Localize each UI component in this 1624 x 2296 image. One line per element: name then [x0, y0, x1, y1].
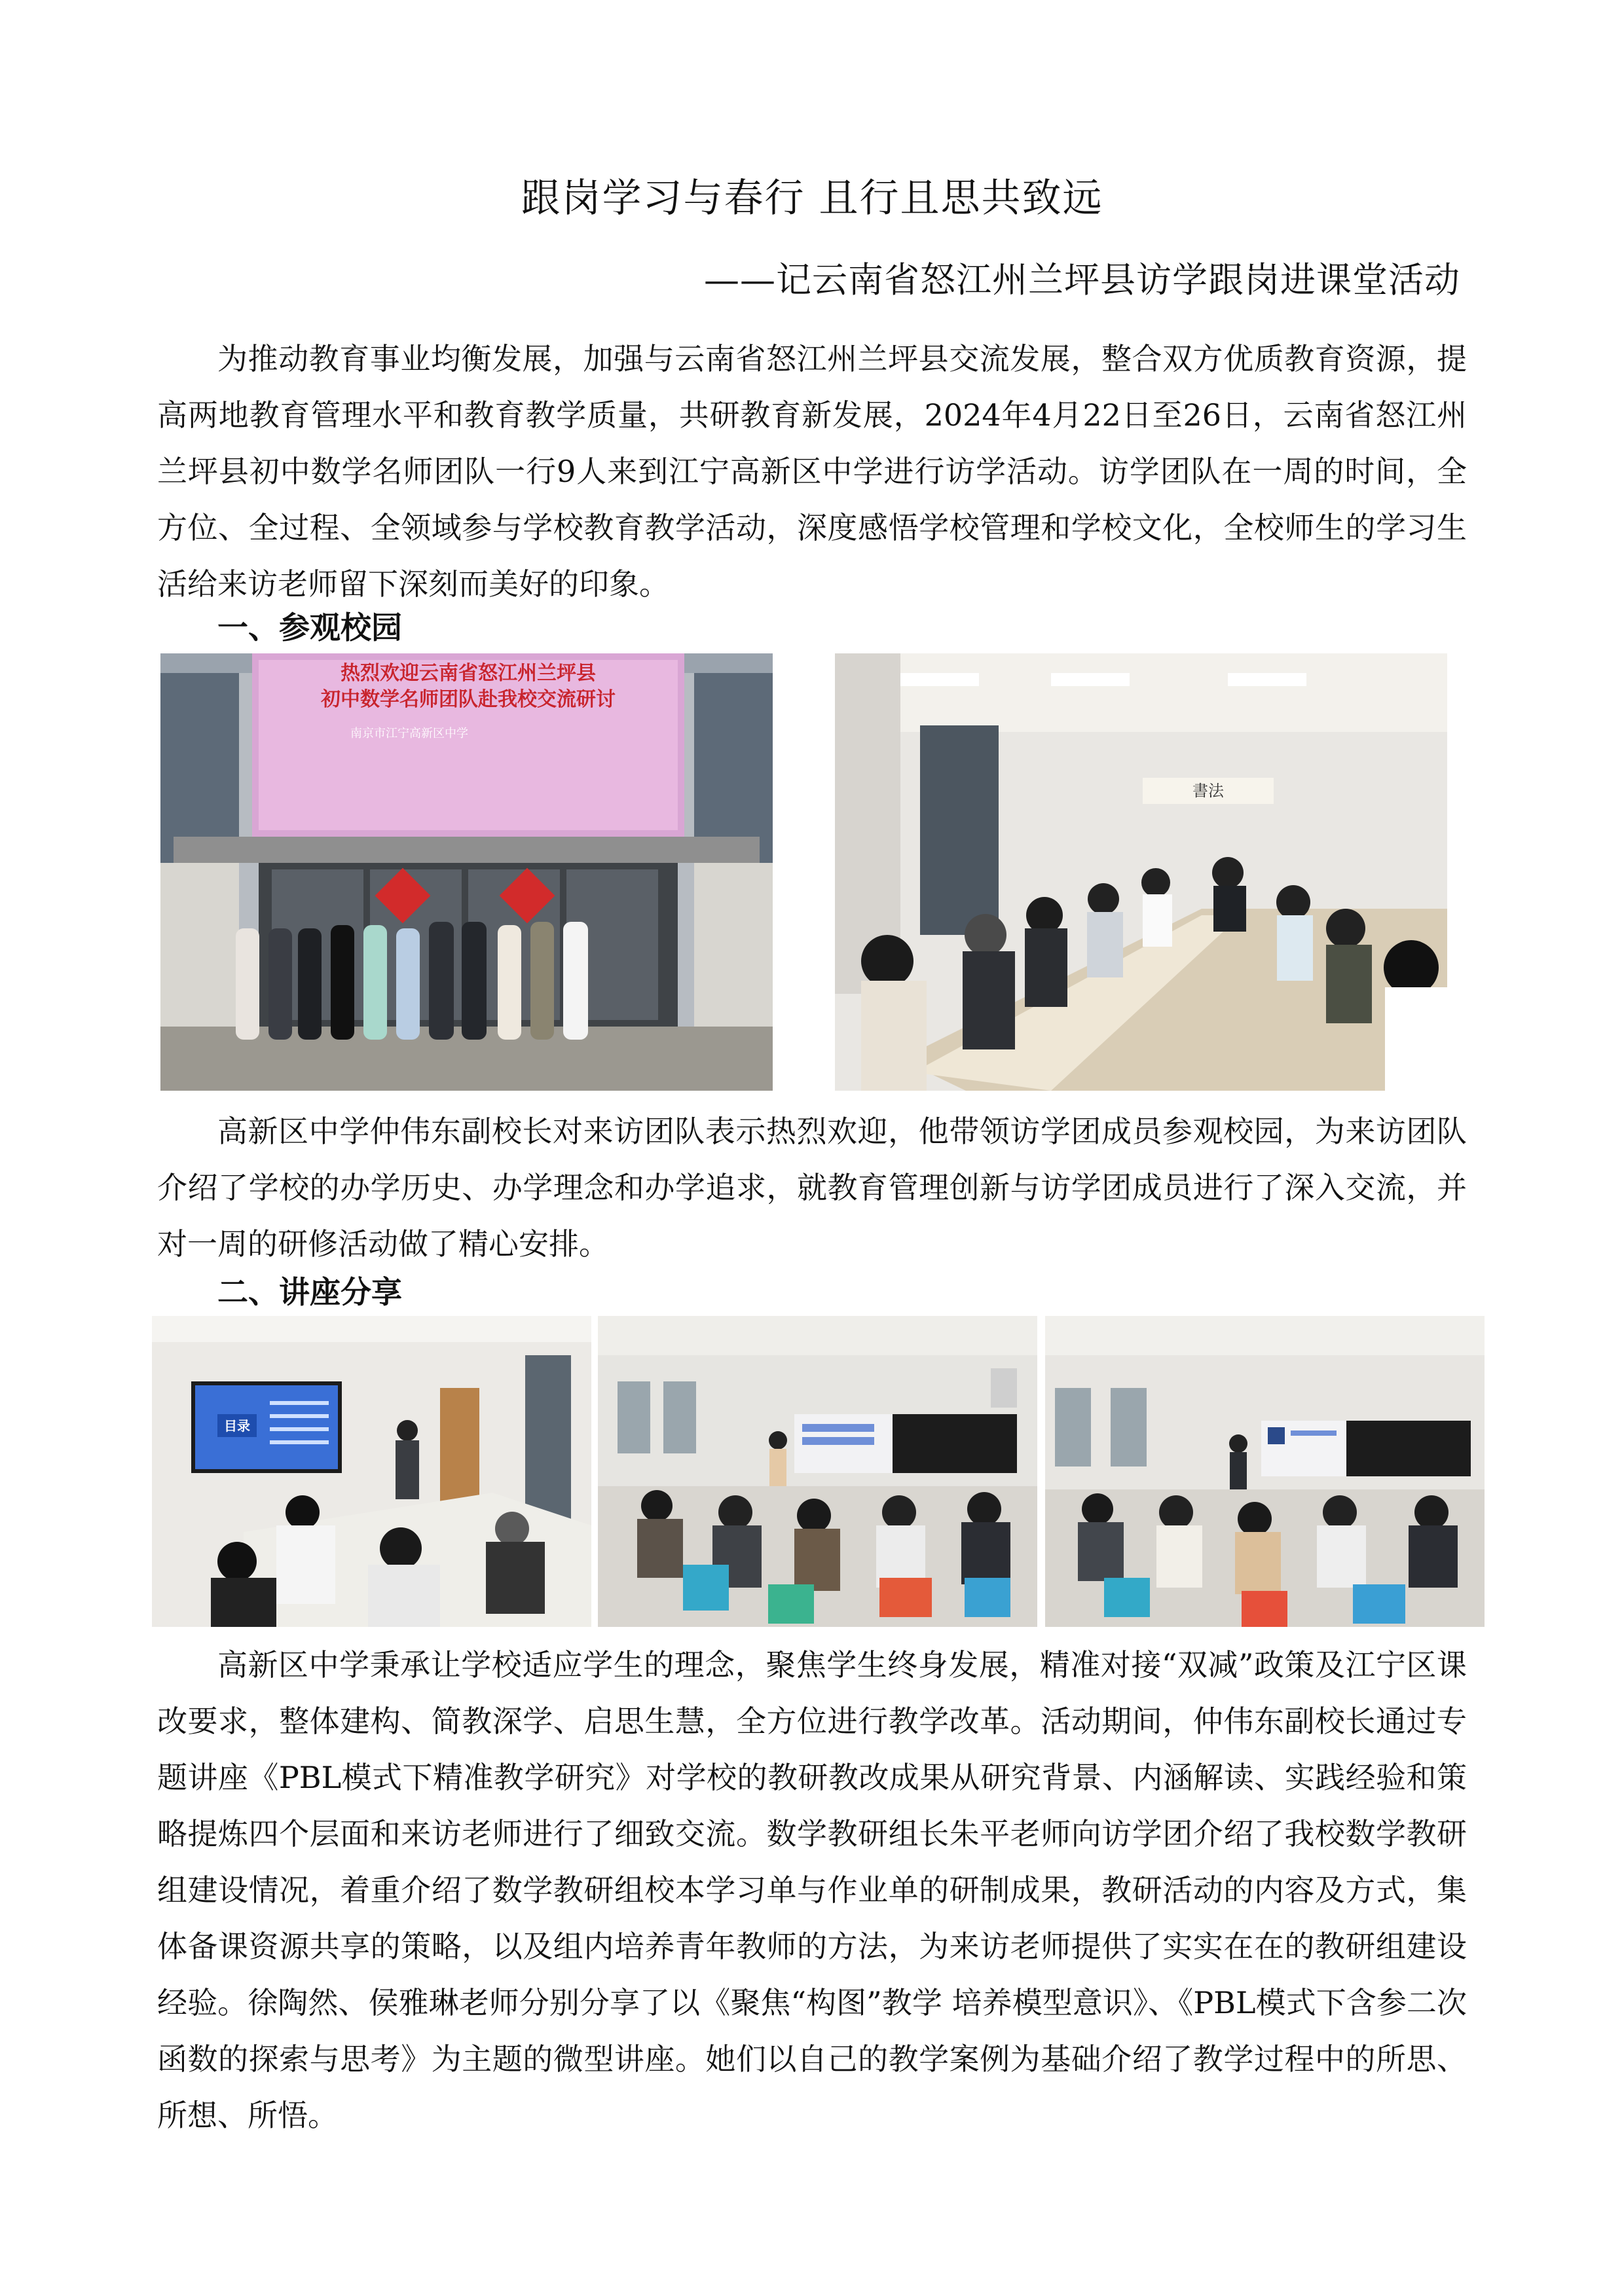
svg-text:書法: 書法 [1192, 782, 1224, 800]
page-title: 跟岗学习与春行 且行且思共致远 [521, 175, 1103, 221]
photo-meeting-room [835, 653, 1447, 1091]
photo-classroom-lecture-2 [1045, 1316, 1485, 1627]
section-heading-campus-visit: 一、参观校园 [217, 610, 402, 646]
photo-classroom-lecture-1 [598, 1316, 1037, 1627]
banner-line-3: 南京市江宁高新区中学 [350, 727, 468, 740]
lecture-sharing-paragraph: 高新区中学秉承让学校适应学生的理念，聚焦学生终身发展，精准对接“双减”政策及江宁区课改要求，整体建构、简教深学、启思生慧，全方位进行教学改革。活动期间，仲伟东副校长通过专题讲座《PBL模式下精准教学研究》对学校的教研教改成果从研究背景、内涵解读、实践经验和策略提炼四个层面和来访老师进行了细致交流。数学教研组长朱平老师向访学团介绍了我校数学教研组建设情况，着重介绍了数学教研组校本学习单与作业单的研制成果，教研活动的内容及方式，集体备课资源共享的策略，以及组内培养青年教师的方法，为来访老师提供了实实在在的教研组建设经验。徐陶然、侯雅琳老师分别分享了以《聚焦“构图”教学 培养模型意识》、《PBL模式下含参二次函数的探索与思考》为主题的微型讲座。她们以自己的教学案例为基础介绍了教学过程中的所思、所想、所悟。 [157, 1647, 1467, 2133]
photo-lecture-screen [152, 1316, 591, 1627]
banner-line-2: 初中数学名师团队赴我校交流研讨 [321, 688, 616, 711]
banner-line-1: 热烈欢迎云南省怒江州兰坪县 [341, 662, 596, 685]
intro-paragraph: 为推动教育事业均衡发展，加强与云南省怒江州兰坪县交流发展，整合双方优质教育资源，提高两地教育管理水平和教育教学质量，共研教育新发展，2024年4月22日至26日，云南省怒江州兰坪县初中数学名师团队一行9人来到江宁高新区中学进行访学活动。访学团队在一周的时间，全方位、全过程、全领域参与学校教育教学活动，深度感悟学校管理和学校文化，全校师生的学习生活给来访老师留下深刻而美好的印象。 [157, 341, 1467, 602]
page-subtitle: ——记云南省怒江州兰坪县访学跟岗进课堂活动 [704, 259, 1460, 301]
campus-visit-paragraph: 高新区中学仲伟东副校长对来访团队表示热烈欢迎，他带领访学团成员参观校园，为来访团队介绍了学校的办学历史、办学理念和办学追求，就教育管理创新与访学团成员进行了深入交流，并对一周的研修活动做了精心安排。 [157, 1114, 1467, 1262]
screen-label: 目录 [224, 1418, 250, 1434]
section-heading-lecture-sharing: 二、讲座分享 [217, 1275, 402, 1311]
photo-group-welcome-banner [160, 653, 773, 1091]
